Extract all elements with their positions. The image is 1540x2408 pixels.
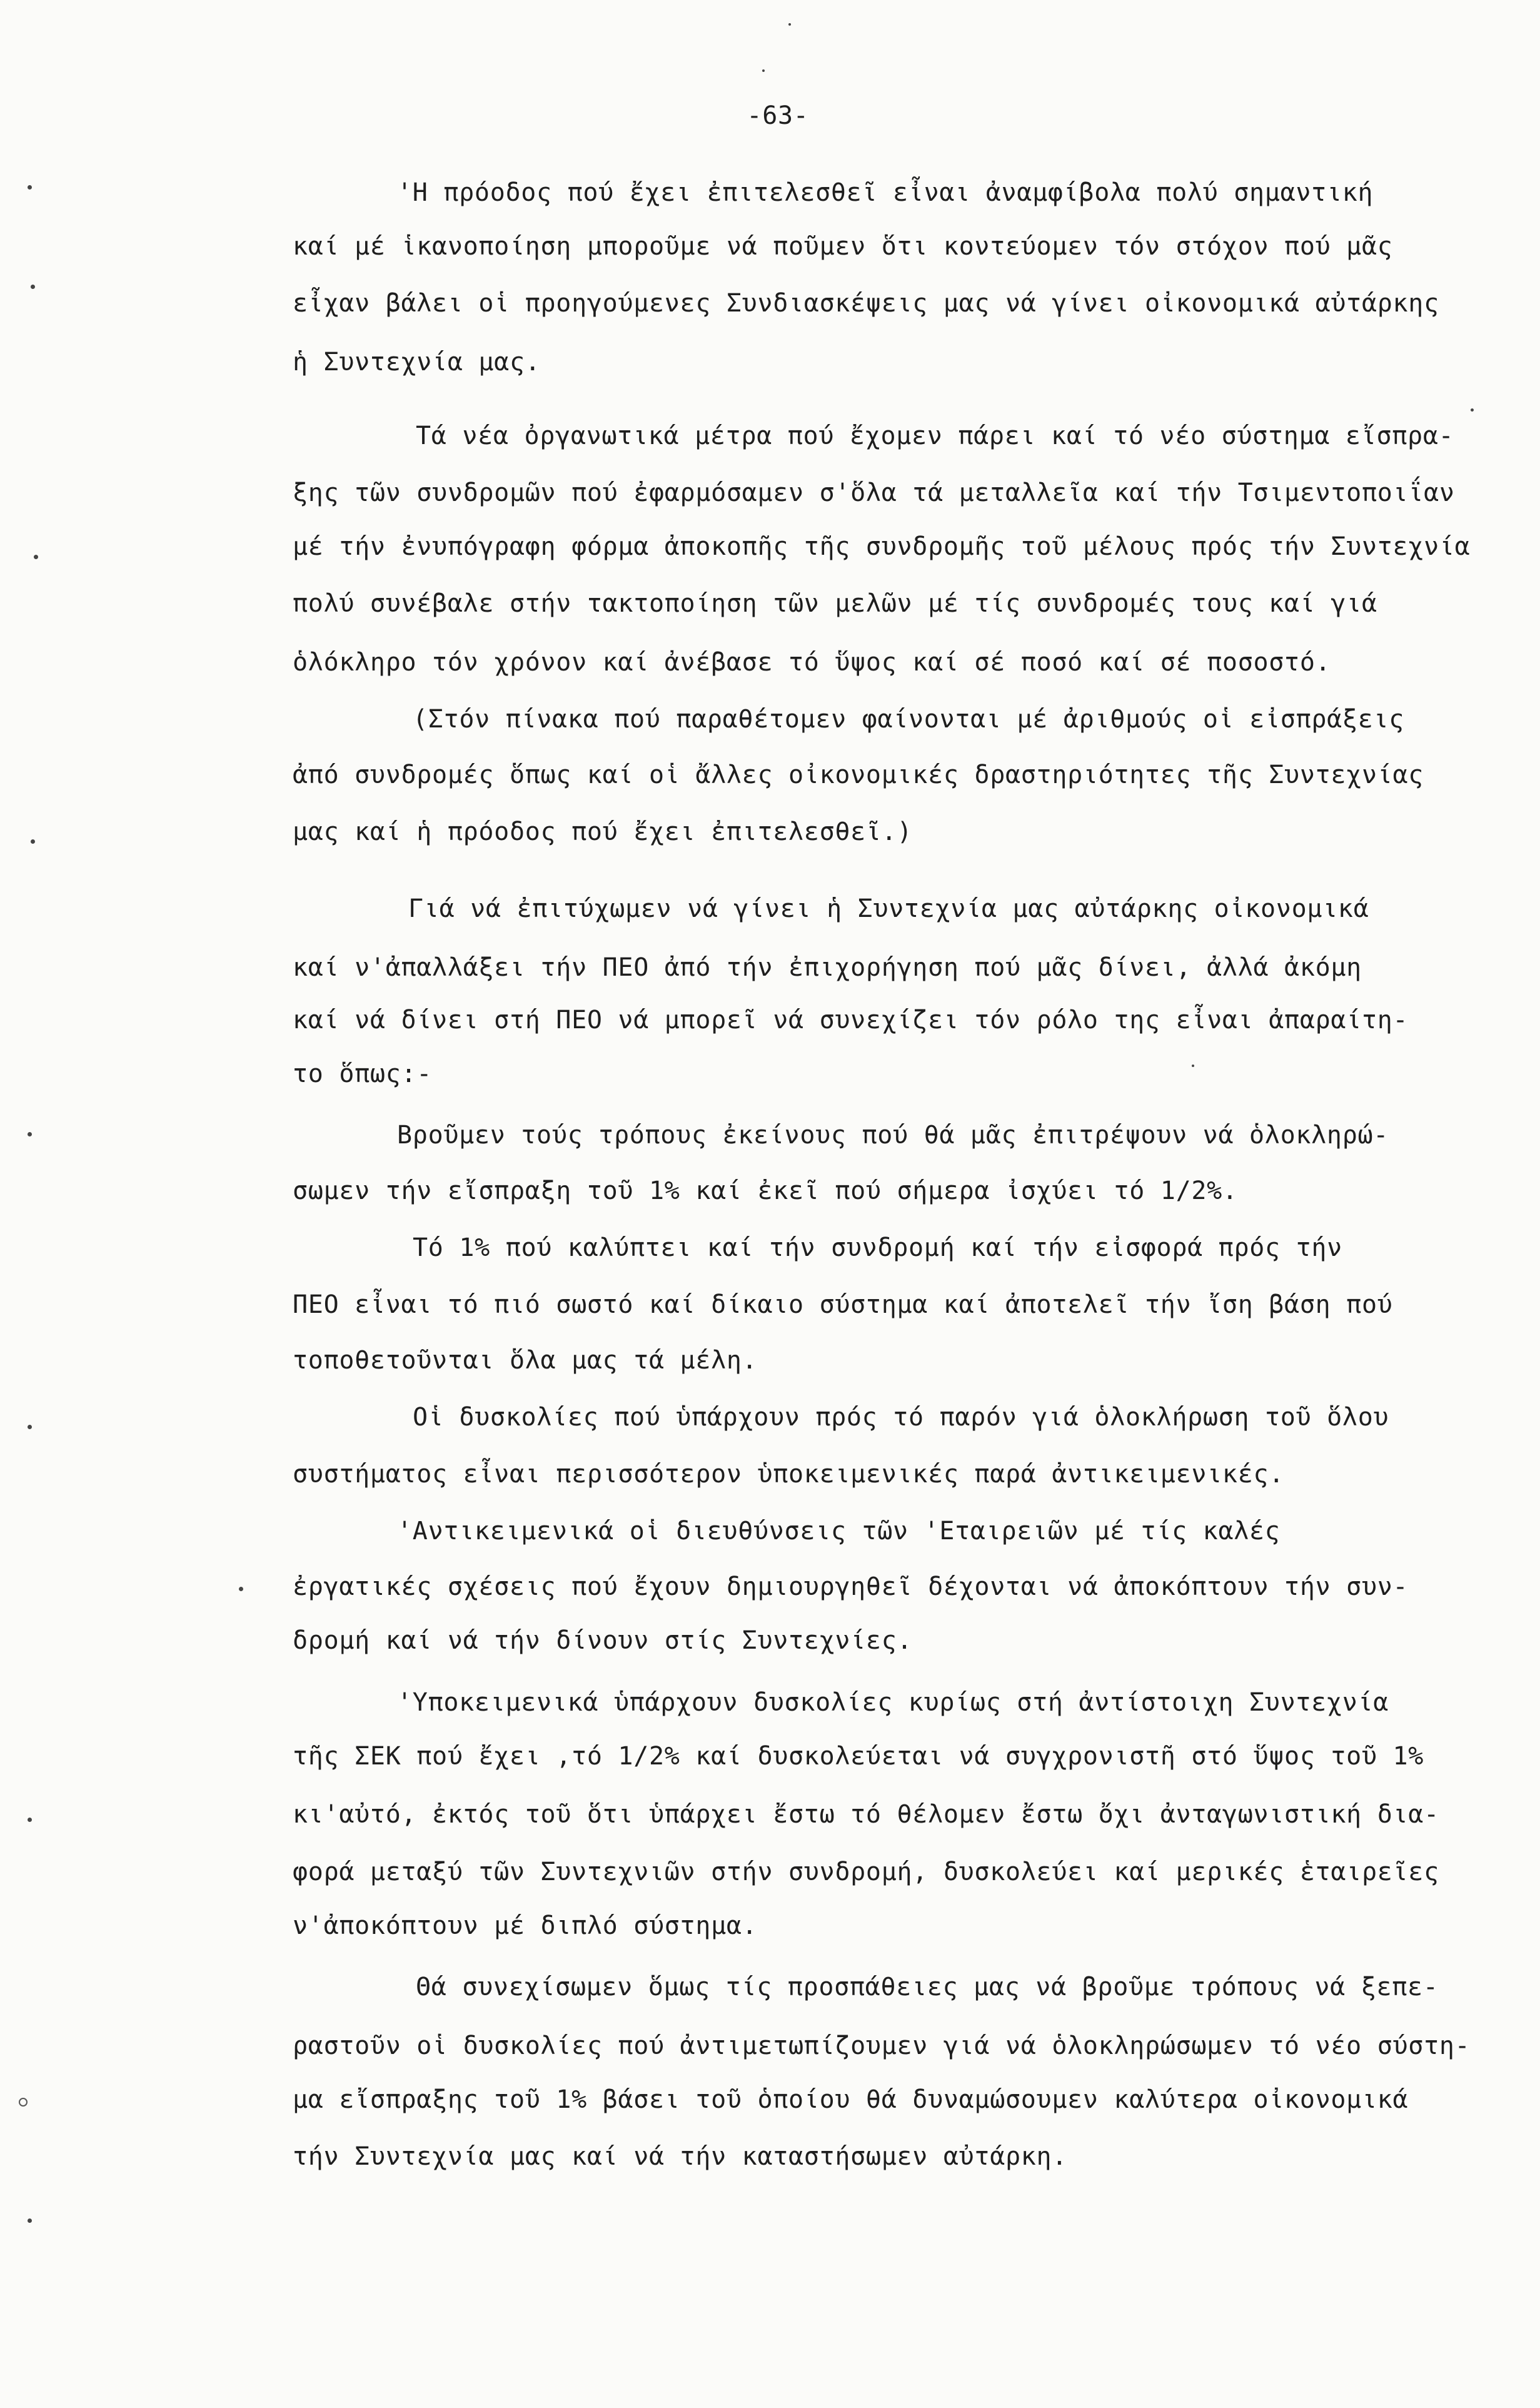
text-line: ἐργατικές σχέσεις πού ἔχουν δημιουργηθεῖ δέχονται νά ἀποκόπτουν τήν συν-: [293, 1572, 1409, 1601]
text-line: καί ν'ἀπαλλάξει τήν ΠΕΟ ἀπό τήν ἐπιχορήγηση πού μᾶς δίνει, ἀλλά ἀκόμη: [293, 953, 1362, 982]
text-line: δρομή καί νά τήν δίνουν στίς Συντεχνίες.: [293, 1626, 913, 1655]
text-line: ἀπό συνδρομές ὅπως καί οἱ ἄλλες οἰκονομικές δραστηριότητες τῆς Συντεχνίας: [293, 761, 1424, 789]
text-line: πολύ συνέβαλε στήν τακτοποίηση τῶν μελῶν μέ τίς συνδρομές τους καί γιά: [293, 589, 1377, 618]
text-line: Τά νέα ὀργανωτικά μέτρα πού ἔχομεν πάρει καί τό νέο σύστημα εἴσπρα-: [416, 422, 1454, 450]
scan-speck: [19, 2098, 28, 2107]
scan-speck: [31, 285, 35, 289]
scan-speck: [28, 1818, 32, 1822]
text-line: Βροῦμεν τούς τρόπους ἐκείνους πού θά μᾶς ἐπιτρέψουν νά ὁλοκληρώ-: [397, 1121, 1389, 1150]
text-line: μα εἴσπραξης τοῦ 1% βάσει τοῦ ὁποίου θά δυναμώσουμεν καλύτερα οἰκονομικά: [293, 2085, 1409, 2114]
text-line: ἡ Συντεχνία μας.: [293, 348, 541, 377]
text-line: ν'ἀποκόπτουν μέ διπλό σύστημα.: [293, 1911, 758, 1940]
text-line: 'Η πρόοδος πού ἔχει ἐπιτελεσθεῖ εἶναι ἀναμφίβολα πολύ σημαντική: [397, 178, 1374, 207]
text-line: συστήματος εἶναι περισσότερον ὑποκειμενικές παρά ἀντικειμενικές.: [293, 1460, 1285, 1489]
scan-speck: [1471, 408, 1474, 412]
text-line: τήν Συντεχνία μας καί νά τήν καταστήσωμεν αὐτάρκη.: [293, 2142, 1068, 2171]
scan-speck: [28, 1425, 32, 1429]
scan-speck: [34, 555, 38, 559]
scan-speck: [1192, 1065, 1194, 1067]
text-line: τῆς ΣΕΚ πού ἔχει ,τό 1/2% καί δυσκολεύεται νά συγχρονιστῆ στό ὕψος τοῦ 1%: [293, 1742, 1424, 1771]
text-line: ραστοῦν οἱ δυσκολίες πού ἀντιμετωπίζουμεν γιά νά ὁλοκληρώσωμεν τό νέο σύστη-: [293, 2031, 1471, 2060]
scan-speck: [762, 69, 765, 72]
text-line: Τό 1% πού καλύπτει καί τήν συνδρομή καί τήν εἰσφορά πρός τήν: [413, 1233, 1342, 1262]
text-line: καί μέ ἱκανοποίηση μποροῦμε νά ποῦμεν ὅτι κοντεύομεν τόν στόχον πού μᾶς: [293, 232, 1393, 261]
scan-speck: [28, 2218, 32, 2223]
text-line: Γιά νά ἐπιτύχωμεν νά γίνει ἡ Συντεχνία μας αὐτάρκης οἰκονομικά: [408, 894, 1369, 923]
text-line: σωμεν τήν εἴσπραξη τοῦ 1% καί ἐκεῖ πού σήμερα ἰσχύει τό 1/2%.: [293, 1176, 1238, 1205]
text-line: μας καί ἡ πρόοδος πού ἔχει ἐπιτελεσθεῖ.): [293, 817, 913, 846]
text-line: ΠΕΟ εἶναι τό πιό σωστό καί δίκαιο σύστημα καί ἀποτελεῖ τήν ἴση βάση πού: [293, 1290, 1393, 1319]
text-line: εἶχαν βάλει οἱ προηγούμενες Συνδιασκέψεις μας νά γίνει οἰκονομικά αὐτάρκης: [293, 289, 1439, 318]
text-line: (Στόν πίνακα πού παραθέτομεν φαίνονται μέ ἀριθμούς οἱ εἰσπράξεις: [413, 705, 1405, 734]
text-line: το ὅπως:-: [293, 1060, 433, 1088]
text-line: 'Υποκειμενικά ὑπάρχουν δυσκολίες κυρίως στή ἀντίστοιχη Συντεχνία: [397, 1688, 1389, 1717]
scan-speck: [239, 1587, 243, 1591]
page-number: -63-: [747, 101, 809, 130]
text-line: φορά μεταξύ τῶν Συντεχνιῶν στήν συνδρομή, δυσκολεύει καί μερικές ἑταιρεῖες: [293, 1858, 1439, 1886]
text-line: μέ τήν ἐνυπόγραφη φόρμα ἀποκοπῆς τῆς συνδρομῆς τοῦ μέλους πρός τήν Συντεχνία: [293, 532, 1471, 561]
scan-speck: [28, 185, 32, 190]
text-line: Οἱ δυσκολίες πού ὑπάρχουν πρός τό παρόν γιά ὁλοκλήρωση τοῦ ὅλου: [413, 1403, 1389, 1432]
text-line: Θά συνεχίσωμεν ὅμως τίς προσπάθειες μας νά βροῦμε τρόπους νά ξεπε-: [416, 1973, 1439, 2001]
text-line: 'Αντικειμενικά οἱ διευθύνσεις τῶν 'Εταιρειῶν μέ τίς καλές: [397, 1517, 1281, 1545]
scan-speck: [788, 23, 791, 26]
text-line: τοποθετοῦνται ὅλα μας τά μέλη.: [293, 1346, 758, 1375]
scan-speck: [31, 839, 35, 844]
text-line: ξης τῶν συνδρομῶν πού ἐφαρμόσαμεν σ'ὅλα τά μεταλλεῖα καί τήν Τσιμεντοποιΐαν: [293, 478, 1455, 507]
text-line: καί νά δίνει στή ΠΕΟ νά μπορεῖ νά συνεχίζει τόν ρόλο της εἶναι ἀπαραίτη-: [293, 1006, 1409, 1035]
text-line: κι'αὐτό, ἐκτός τοῦ ὅτι ὑπάρχει ἔστω τό θέλομεν ἔστω ὄχι ἀνταγωνιστική δια-: [293, 1800, 1439, 1829]
scan-speck: [28, 1132, 32, 1136]
text-line: ὁλόκληρο τόν χρόνον καί ἀνέβασε τό ὕψος καί σέ ποσό καί σέ ποσοστό.: [293, 648, 1331, 677]
